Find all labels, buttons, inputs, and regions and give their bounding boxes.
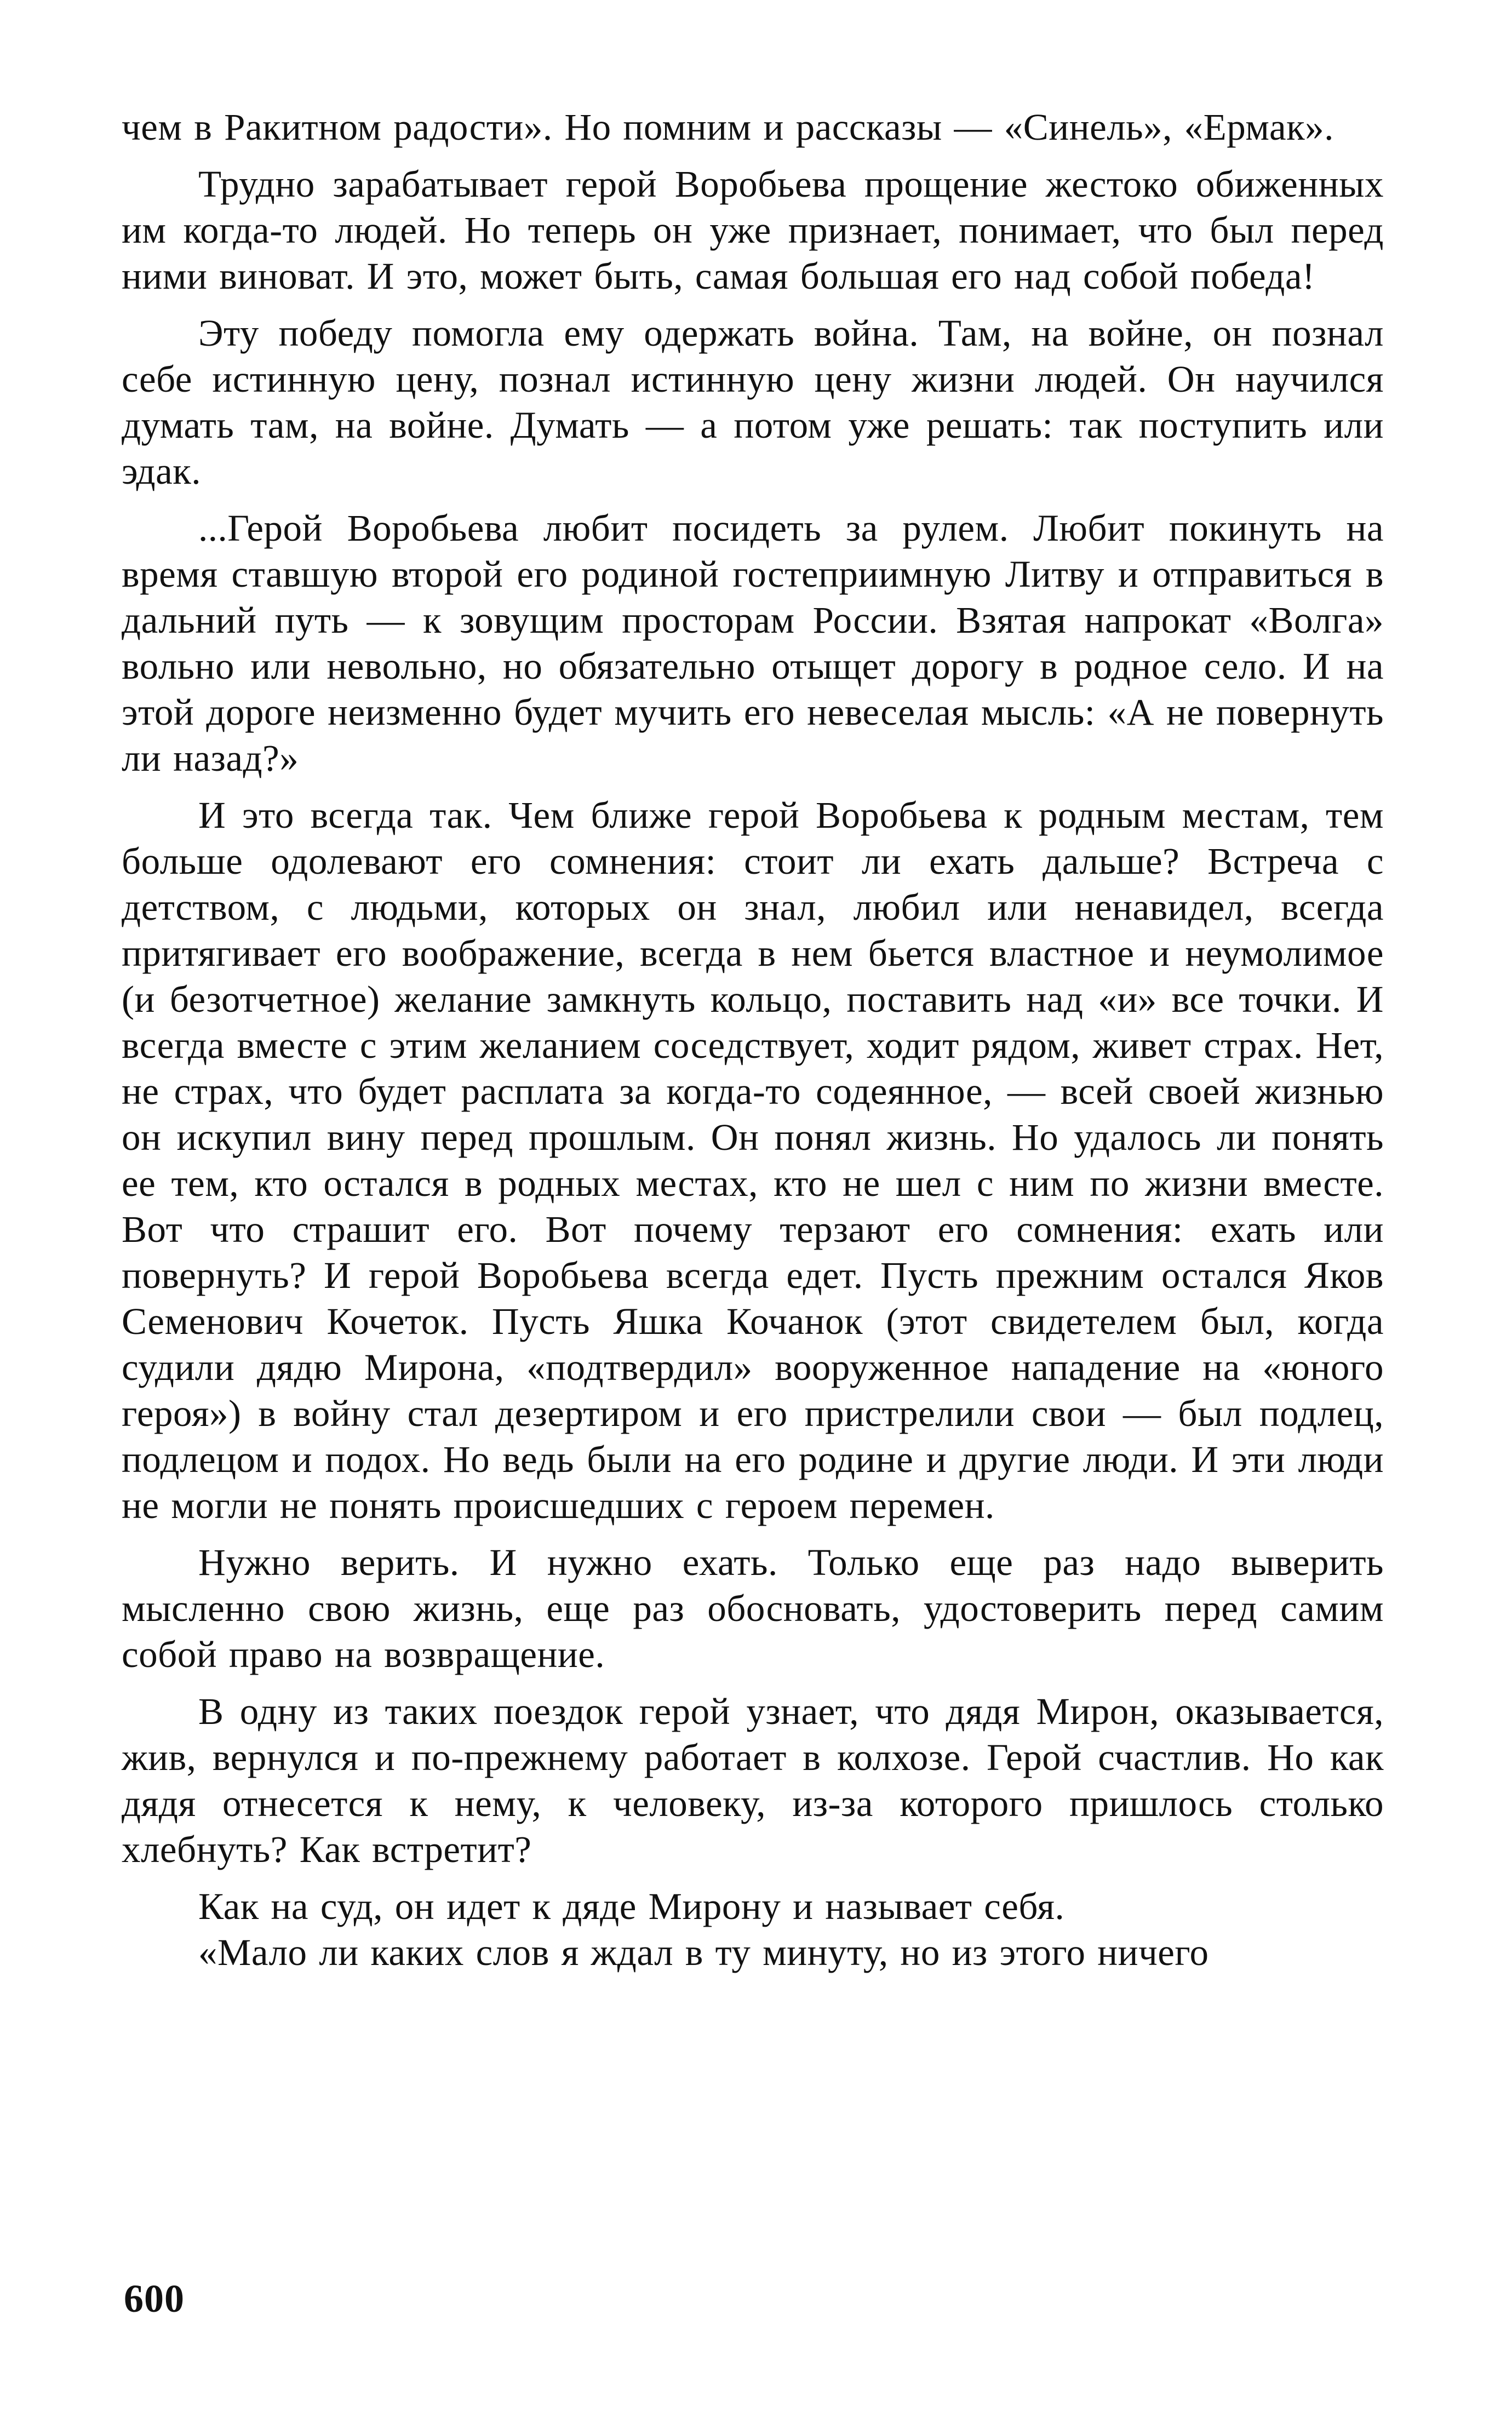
- page-number: 600: [124, 2277, 185, 2321]
- paragraph-3: Эту победу помогла ему одержать война. Там, на войне, он познал себе истинную цену, познал истинную цену жизни людей. Он научился думать там, на войне. Думать — а потом уже решать: так поступить или эдак.: [122, 312, 1384, 492]
- paragraph-7: В одну из таких поездок герой узнает, что дядя Мирон, оказывается, жив, вернулся и по-прежнему работает в колхозе. Герой счастлив. Но как дядя отнесется к нему, к человеку, из-за которого пришлось столько хлебнуть? Как встретит?: [122, 1691, 1384, 1870]
- paragraph-1: чем в Ракитном радости». Но помним и рассказы — «Синель», «Ермак».: [122, 106, 1334, 148]
- paragraph-2: Трудно зарабатывает герой Воробьева прощение жестоко обиженных им когда-то людей. Но теперь он уже признает, понимает, что был перед ними виноват. И это, может быть, самая большая его над собой победа!: [122, 163, 1384, 297]
- paragraph-6: Нужно верить. И нужно ехать. Только еще раз надо выверить мысленно свою жизнь, еще раз обосновать, удостоверить перед самим собой право на возвращение.: [122, 1542, 1384, 1675]
- paragraph-4: ...Герой Воробьева любит посидеть за рулем. Любит покинуть на время ставшую второй его родиной гостеприимную Литву и отправиться в дальний путь — к зовущим просторам России. Взятая напрокат «Волга» вольно или невольно, но обязательно отыщет дорогу в родное село. И на этой дороге неизменно будет мучить его невеселая мысль: «А не повернуть ли назад?»: [122, 507, 1384, 779]
- paragraph-8: Как на суд, он идет к дяде Мирону и называет себя.: [198, 1886, 1065, 1927]
- paragraph-9: «Мало ли каких слов я ждал в ту минуту, но из этого ничего: [198, 1932, 1209, 1973]
- paragraph-5: И это всегда так. Чем ближе герой Воробьева к родным местам, тем больше одолевают его сомнения: стоит ли ехать дальше? Встреча с детством, с людьми, которых он знал, любил или ненавидел, всегда притягивает его воображение, всегда в нем бьется властное и неумолимое (и безотчетное) желание замкнуть кольцо, поставить над «и» все точки. И всегда вместе с этим желанием соседствует, ходит рядом, живет страх. Нет, не страх, что будет расплата за когда-то содеянное, — всей своей жизнью он искупил вину перед прошлым. Он понял жизнь. Но удалось ли понять ее тем, кто остался в родных местах, кто не шел с ним по жизни вместе. Вот что страшит его. Вот почему терзают его сомнения: ехать или повернуть? И герой Воробьева всегда едет. Пусть прежним остался Яков Семенович Кочеток. Пусть Яшка Кочанок (этот свидетелем был, когда судили дядю Мирона, «подтвердил» вооруженное нападение на «юного героя») в войну стал дезертиром и его пристрелили свои — был подлец, подлецом и подох. Но ведь были на его родине и другие люди. И эти люди не могли не понять происшедших с героем перемен.: [122, 794, 1384, 1526]
- page-text: [122, 104, 1384, 1986]
